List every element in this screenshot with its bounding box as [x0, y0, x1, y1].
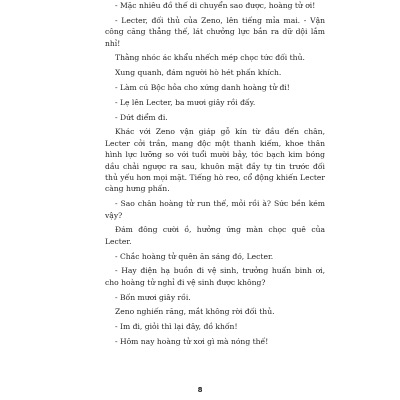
paragraph: - Chắc hoàng tử quên ăn sáng đó, Lecter. [115, 251, 274, 261]
paragraph: Zeno nghiến răng, mắt không rời đối thủ. [115, 307, 275, 317]
paragraph: - Bốn mươi giây rồi. [115, 292, 191, 302]
paragraph: - Hôm nay hoàng tử xơi gì mà nóng thế! [115, 337, 269, 347]
paragraph: - Im đi, giỏi thì lại đây, đồ khốn! [115, 322, 238, 332]
paragraph: - Làm cú Bộc hỏa cho xứng danh hoàng tử đi! [115, 83, 290, 92]
page-number: 8 [197, 386, 203, 394]
paragraph: - Mặc nhiêu đồ thế di chuyển sao được, hoàng tử ơi! [115, 1, 316, 10]
paragraph: - Sao chân hoàng tử run thế, mỏi rồi à? Sức bền kém vậy? [105, 199, 325, 220]
paragraph: Xung quanh, đám người hò hét phấn khích. [115, 68, 282, 78]
paragraph: - Hay điện hạ buồn đi vệ sinh, trưởng huấn binh ơi, cho hoàng tử nghỉ đi vệ sinh được không? [105, 266, 325, 287]
paragraph: - Lecter, đối thủ của Zeno, lên tiếng mỉa mai. - Vận công căng thẳng thế, lát chưởng lực bắn ra dữ dội lắm nhỉ! [105, 15, 325, 48]
paragraph: - Lẹ lên Lecter, ba mươi giây rồi đấy. [115, 97, 256, 107]
paragraph: Khác với Zeno vận giáp gỗ kín từ đầu đến chân, Lecter cởi trần, mang độc một thanh kiếm, khoe thân hình lực lưỡng so với tuổi mười bảy, tóc bạch kim bóng dầu chải ngược ra sau, khuôn mặt đầy tự tin trước đối thủ yếu hơn mọi mặt. Tiếng hò reo, cổ động khiến Lecter càng hưng phấn. [105, 127, 326, 194]
paragraph: Thằng nhóc ác khẩu nhếch mép chọc tức đối thủ. [115, 53, 305, 63]
paragraph: - Dứt điểm đi. [115, 112, 168, 122]
paragraph: Đám đông cười ồ, hưởng ứng màn chọc quê của Lecter. [105, 225, 325, 246]
body-text [105, 0, 325, 351]
